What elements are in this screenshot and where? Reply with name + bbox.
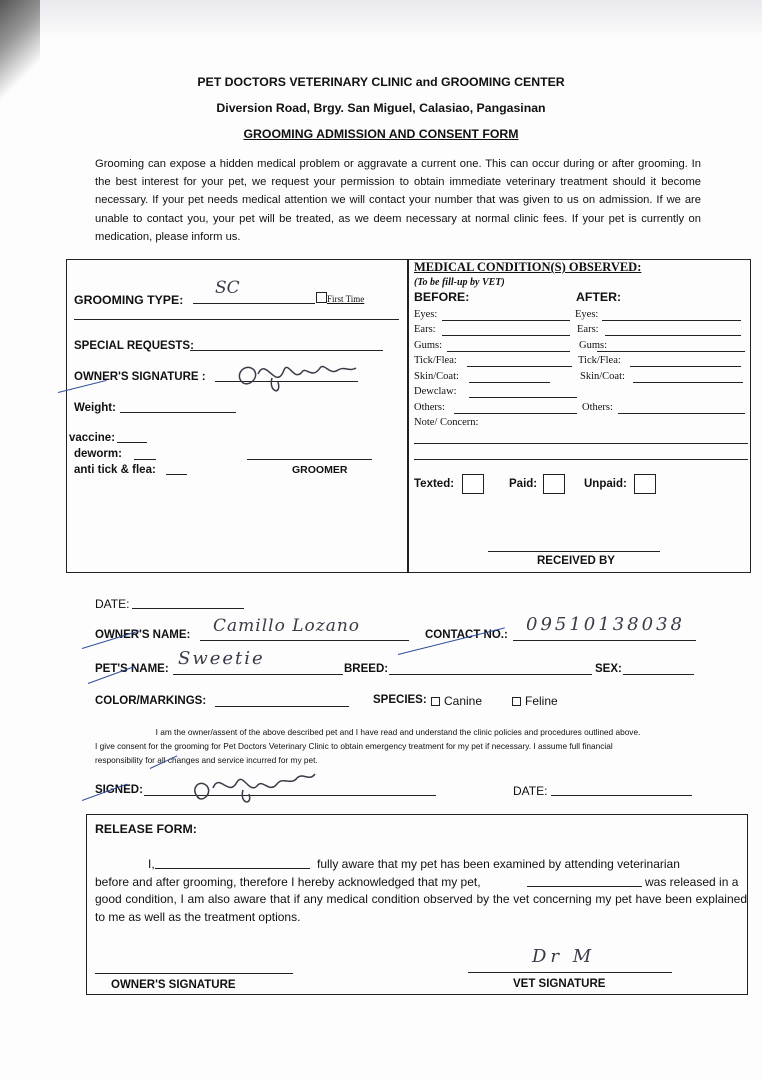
before-row-label: Others: bbox=[414, 402, 445, 413]
after-row-label: Eyes: bbox=[575, 309, 599, 320]
color-markings-label: COLOR/MARKINGS: bbox=[95, 695, 207, 707]
release-name-line[interactable] bbox=[155, 868, 310, 869]
first-time-checkbox[interactable] bbox=[316, 292, 327, 303]
before-row-line[interactable] bbox=[442, 335, 570, 336]
pet-name-value: Sweetie bbox=[178, 648, 265, 669]
owner-signature-scribble bbox=[183, 764, 323, 808]
feline-label: Feline bbox=[525, 694, 558, 708]
note-line-1[interactable] bbox=[414, 443, 748, 444]
contact-label: CONTACT NO.: bbox=[425, 629, 508, 641]
owner-signature-release-label: OWNER'S SIGNATURE bbox=[111, 979, 236, 991]
pet-name-label: PET'S NAME: bbox=[95, 663, 169, 675]
consent-line-2: I give consent for the grooming for Pet Doctors Veterinary Clinic to obtain emergency treatment for my pet if necessary. I assume full financial bbox=[95, 741, 613, 751]
anti-tick-label: anti tick & flea: bbox=[74, 464, 156, 476]
after-row-line[interactable] bbox=[597, 351, 745, 352]
before-row-line[interactable] bbox=[469, 382, 550, 383]
release-i: I, bbox=[148, 857, 155, 871]
after-row-label: Tick/Flea: bbox=[578, 355, 621, 366]
before-heading: BEFORE: bbox=[414, 290, 470, 304]
deworm-line[interactable] bbox=[134, 459, 156, 460]
before-row-label: Tick/Flea: bbox=[414, 355, 457, 366]
after-row-label: Gums: bbox=[579, 340, 608, 351]
canine-label: Canine bbox=[444, 694, 483, 708]
after-heading: AFTER: bbox=[576, 290, 622, 304]
signed-date-line[interactable] bbox=[551, 795, 692, 796]
before-row-line[interactable] bbox=[447, 351, 570, 352]
before-row-line[interactable] bbox=[442, 320, 570, 321]
weight-line[interactable] bbox=[120, 412, 236, 413]
deworm-label: deworm: bbox=[74, 448, 122, 460]
feline-option[interactable] bbox=[512, 694, 558, 708]
before-row-line[interactable] bbox=[469, 397, 577, 398]
grooming-type-value: SC bbox=[215, 278, 240, 298]
date-label: DATE: bbox=[95, 597, 130, 611]
owner-name-value: Camillo Lozano bbox=[213, 616, 361, 636]
release-text-4: was released in a bbox=[645, 875, 739, 889]
paid-label: Paid: bbox=[509, 478, 538, 490]
received-by-line[interactable] bbox=[488, 551, 660, 552]
signed-label: SIGNED: bbox=[95, 784, 143, 796]
grooming-extra-line[interactable] bbox=[74, 319, 399, 320]
sex-line[interactable] bbox=[623, 674, 694, 675]
consent-line-1: I am the owner/assent of the above described pet and I have read and understand the clinic policies and procedures outlined above. bbox=[155, 727, 641, 737]
before-row-label: Ears: bbox=[414, 324, 436, 335]
received-by-label: RECEIVED BY bbox=[537, 555, 615, 567]
owner-signature-release-line[interactable] bbox=[95, 973, 293, 974]
column-divider bbox=[407, 259, 409, 573]
color-markings-line[interactable] bbox=[215, 706, 349, 707]
unpaid-label: Unpaid: bbox=[584, 478, 627, 490]
unpaid-checkbox[interactable] bbox=[634, 474, 656, 494]
weight-label: Weight: bbox=[74, 402, 116, 414]
paid-checkbox[interactable] bbox=[543, 474, 565, 494]
release-text-5: good condition, I am also aware that if any medical condition observed by the vet concerning my pet have been explained to me as well as the treatment options. bbox=[95, 892, 747, 924]
release-text-2: fully aware that my pet has been examined by attending veterinarian bbox=[317, 857, 680, 871]
signed-date-label: DATE: bbox=[513, 784, 548, 798]
grooming-type-label: GROOMING TYPE: bbox=[74, 293, 184, 307]
breed-line[interactable] bbox=[389, 674, 592, 675]
intro-paragraph: Grooming can expose a hidden medical problem or aggravate a current one. This can occur during or after grooming. In the best interest for your pet, we request your permission to obtain immediate veterinary treatment should it become necessary. If your pet needs medical attention we will contact your number that was given to us on admission. If we are unable to contact you, your pet will be treated, as we deem necessary at normal clinic fees. If your pet is currently on medication, please inform us. bbox=[95, 158, 701, 243]
before-row-line[interactable] bbox=[467, 366, 572, 367]
owner-name-line[interactable] bbox=[200, 640, 409, 641]
feline-checkbox[interactable] bbox=[512, 697, 521, 706]
groomer-label: GROOMER bbox=[292, 464, 348, 476]
date-line[interactable] bbox=[132, 608, 244, 609]
sex-label: SEX: bbox=[595, 663, 622, 675]
owner-signature-label: OWNER'S SIGNATURE : bbox=[74, 371, 206, 383]
species-label: SPECIES: bbox=[373, 694, 427, 706]
anti-tick-line[interactable] bbox=[166, 474, 187, 475]
medical-subtitle: (To be fill-up by VET) bbox=[414, 277, 505, 288]
after-row-label: Others: bbox=[582, 402, 613, 413]
vaccine-line[interactable] bbox=[117, 442, 147, 443]
release-pet-line[interactable] bbox=[527, 886, 642, 887]
pet-name-line[interactable] bbox=[173, 674, 343, 675]
owner-name-label: OWNER'S NAME: bbox=[95, 629, 191, 641]
after-row-line[interactable] bbox=[618, 413, 745, 414]
before-row-label: Eyes: bbox=[414, 309, 438, 320]
note-line-2[interactable] bbox=[414, 459, 748, 460]
after-row-label: Ears: bbox=[577, 324, 599, 335]
special-requests-label: SPECIAL REQUESTS: bbox=[74, 340, 194, 352]
release-text-3: before and after grooming, therefore I hereby acknowledged that my pet, bbox=[95, 875, 481, 889]
scan-shadow-top bbox=[0, 0, 762, 40]
breed-label: BREED: bbox=[344, 663, 389, 675]
before-row-line[interactable] bbox=[454, 413, 577, 414]
canine-checkbox[interactable] bbox=[431, 697, 440, 706]
vet-signature-label: VET SIGNATURE bbox=[513, 978, 606, 990]
medical-title: MEDICAL CONDITION(S) OBSERVED: bbox=[414, 260, 642, 274]
after-row-line[interactable] bbox=[605, 335, 741, 336]
contact-value: 09510138038 bbox=[526, 614, 685, 635]
before-row-label: Skin/Coat: bbox=[414, 371, 459, 382]
vet-signature-line[interactable] bbox=[468, 972, 672, 973]
groomer-line[interactable] bbox=[247, 459, 372, 460]
consent-line-3: responsibility for all changes and service incurred for my pet. bbox=[95, 755, 318, 765]
clinic-name: PET DOCTORS VETERINARY CLINIC and GROOMING CENTER bbox=[197, 75, 565, 89]
vet-signature-value: Dr M bbox=[532, 946, 596, 967]
release-title: RELEASE FORM: bbox=[95, 822, 197, 836]
texted-checkbox[interactable] bbox=[462, 474, 484, 494]
after-row-line[interactable] bbox=[633, 382, 743, 383]
vaccine-label: vaccine: bbox=[69, 432, 116, 444]
canine-option[interactable] bbox=[431, 694, 482, 708]
before-row-label: Dewclaw: bbox=[414, 386, 457, 397]
before-row-label: Gums: bbox=[414, 340, 443, 351]
after-row-line[interactable] bbox=[602, 320, 741, 321]
first-time-label: First Time bbox=[327, 294, 365, 304]
special-requests-line[interactable] bbox=[190, 350, 383, 351]
note-concern-label: Note/ Concern: bbox=[414, 417, 479, 428]
texted-label: Texted: bbox=[414, 478, 455, 490]
after-row-label: Skin/Coat: bbox=[580, 371, 625, 382]
grooming-type-line[interactable] bbox=[193, 303, 315, 304]
owner-signature-scribble bbox=[232, 352, 362, 398]
contact-line[interactable] bbox=[513, 640, 696, 641]
clinic-address: Diversion Road, Brgy. San Miguel, Calasiao, Pangasinan bbox=[216, 101, 546, 115]
form-title: GROOMING ADMISSION AND CONSENT FORM bbox=[243, 127, 519, 141]
after-row-line[interactable] bbox=[630, 366, 741, 367]
